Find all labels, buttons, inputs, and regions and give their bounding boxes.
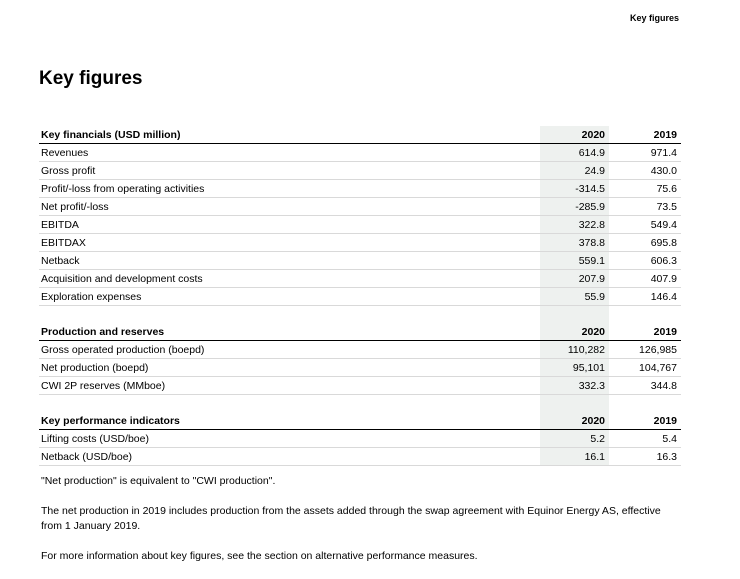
key-figures-table (39, 126, 681, 466)
section-header-row (39, 323, 681, 341)
value-2019: 16.3 (609, 448, 681, 466)
section-spacer (39, 306, 681, 324)
section-heading: Production and reserves (39, 323, 540, 341)
table-row (39, 359, 681, 377)
row-label: Gross operated production (boepd) (39, 341, 540, 359)
row-label: Net production (boepd) (39, 359, 540, 377)
value-2020: 207.9 (540, 270, 609, 288)
notes (41, 474, 661, 579)
table-row (39, 144, 681, 162)
value-2019: 5.4 (609, 430, 681, 448)
section-heading: Key financials (USD million) (39, 126, 540, 144)
value-2020: 614.9 (540, 144, 609, 162)
row-label: Acquisition and development costs (39, 270, 540, 288)
value-2019: 430.0 (609, 162, 681, 180)
value-2020: 16.1 (540, 448, 609, 466)
value-2019: 695.8 (609, 234, 681, 252)
note-more-info: For more information about key figures, see the section on alternative performance measures. (41, 550, 478, 562)
section-spacer (39, 395, 681, 413)
table-row (39, 198, 681, 216)
table-row (39, 430, 681, 448)
value-2019: 549.4 (609, 216, 681, 234)
value-2019: 73.5 (609, 198, 681, 216)
value-2020: 55.9 (540, 288, 609, 306)
page-title: Key figures (39, 68, 143, 89)
table-row (39, 270, 681, 288)
table-row (39, 252, 681, 270)
value-2020: -314.5 (540, 180, 609, 198)
section-header-row (39, 126, 681, 144)
value-2020: 378.8 (540, 234, 609, 252)
note-net-production: "Net production" is equivalent to "CWI production". (41, 475, 276, 487)
value-2020: 559.1 (540, 252, 609, 270)
value-2019: 75.6 (609, 180, 681, 198)
row-label: Net profit/-loss (39, 198, 540, 216)
section-header-row (39, 412, 681, 430)
year-header-2019: 2019 (609, 126, 681, 144)
value-2019: 126,985 (609, 341, 681, 359)
key-figures-tables (39, 126, 681, 466)
row-label: Gross profit (39, 162, 540, 180)
running-header: Key figures (629, 13, 679, 23)
table-row (39, 377, 681, 395)
note-swap-agreement: The net production in 2019 includes production from the assets added through the swap agreement with Equinor Energy AS, effective from 1 January 2019. (41, 505, 661, 532)
table-row (39, 234, 681, 252)
value-2019: 146.4 (609, 288, 681, 306)
row-label: Profit/-loss from operating activities (39, 180, 540, 198)
value-2020: 95,101 (540, 359, 609, 377)
value-2020: 110,282 (540, 341, 609, 359)
value-2020: 322.8 (540, 216, 609, 234)
row-label: Netback (39, 252, 540, 270)
year-header-2020: 2020 (540, 126, 609, 144)
value-2020: 24.9 (540, 162, 609, 180)
value-2019: 344.8 (609, 377, 681, 395)
value-2020: -285.9 (540, 198, 609, 216)
value-2019: 606.3 (609, 252, 681, 270)
year-header-2019: 2019 (609, 323, 681, 341)
year-header-2019: 2019 (609, 412, 681, 430)
table-row (39, 180, 681, 198)
row-label: Lifting costs (USD/boe) (39, 430, 540, 448)
row-label: Netback (USD/boe) (39, 448, 540, 466)
row-label: Exploration expenses (39, 288, 540, 306)
table-row (39, 448, 681, 466)
value-2019: 104,767 (609, 359, 681, 377)
value-2020: 5.2 (540, 430, 609, 448)
table-row (39, 341, 681, 359)
row-label: EBITDAX (39, 234, 540, 252)
section-heading: Key performance indicators (39, 412, 540, 430)
table-row (39, 162, 681, 180)
table-row (39, 216, 681, 234)
table-row (39, 288, 681, 306)
year-header-2020: 2020 (540, 412, 609, 430)
row-label: CWI 2P reserves (MMboe) (39, 377, 540, 395)
value-2020: 332.3 (540, 377, 609, 395)
value-2019: 407.9 (609, 270, 681, 288)
row-label: EBITDA (39, 216, 540, 234)
row-label: Revenues (39, 144, 540, 162)
value-2019: 971.4 (609, 144, 681, 162)
year-header-2020: 2020 (540, 323, 609, 341)
